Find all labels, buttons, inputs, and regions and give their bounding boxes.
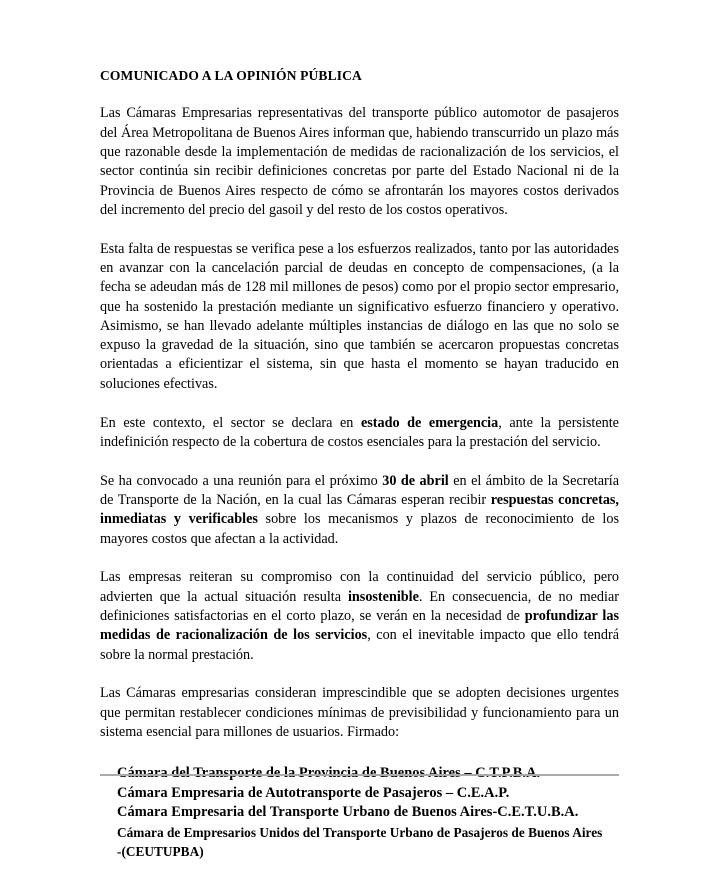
paragraph-5	[100, 568, 619, 664]
signatory-line: Cámara Empresaria de Autotransporte de Pasajeros – C.E.A.P.	[117, 784, 510, 801]
paragraph-5-text-c: , con el inevitable impacto que ello tendrá sobre la normal prestación.	[100, 627, 619, 663]
paragraph-2: Esta falta de respuestas se verifica pese a los esfuerzos realizados, tanto por las autoridades en avanzar con la cancelación parcial de deudas en concepto de compensaciones, (a la fecha se adeudan más de 128 mil millones de pesos) como por el propio sector empresario, que ha sostenido la prestación mediante un significativo esfuerzo financiero y operativo. Asimismo, se han llevado adelante múltiples instancias de diálogo en las que no solo se expuso la gravedad de la situación, sino que también se acercaron propuestas concretas orientadas a eficientizar el sistema, sin que hasta el momento se hayan traducido en soluciones efectivas.	[100, 240, 619, 392]
paragraph-4-text-c: sobre los mecanismos y plazos de reconocimiento de los mayores costos que afectan a la actividad.	[100, 511, 619, 547]
paragraph-4-emphasis-demands: respuestas concretas, inmediatas y verificables	[100, 491, 619, 528]
signatory-line: -(CEUTUPBA)	[117, 843, 204, 859]
signatory-line: Cámara Empresaria del Transporte Urbano de Buenos Aires-C.E.T.U.B.A.	[117, 804, 579, 821]
signatory-block	[100, 764, 619, 861]
page-title: COMUNICADO A LA OPINIÓN PÚBLICA	[100, 68, 362, 83]
paragraph-4-text-b: en el ámbito de la Secretaría de Transporte de la Nación, en la cual las Cámaras esperan recibir	[100, 472, 619, 508]
paragraph-4-emphasis-date: 30 de abril	[382, 472, 449, 489]
paragraph-3-emphasis: estado de emergencia	[360, 414, 499, 431]
paragraph-5-text-b: . En consecuencia, de no mediar definiciones satisfactorias en el corto plazo, se verán en la necesidad de	[100, 588, 619, 624]
signatory-line: Cámara de Empresarios Unidos del Transporte Urbano de Pasajeros de Buenos Aires	[117, 824, 603, 840]
paragraph-4-text-a: Se ha convocado a una reunión para el próximo	[100, 472, 383, 489]
paragraph-3-text-a: En este contexto, el sector se declara en	[100, 414, 361, 431]
paragraph-5-text-a: Las empresas reiteran su compromiso con la continuidad del servicio público, pero advierten que la actual situación resulta	[100, 569, 619, 605]
paragraph-4	[100, 472, 619, 549]
document-body	[100, 68, 619, 861]
paragraph-5-emphasis-unsustainable: insostenible	[347, 588, 419, 605]
paragraph-1: Las Cámaras Empresarias representativas del transporte público automotor de pasajeros del Área Metropolitana de Buenos Aires informan que, habiendo transcurrido un plazo más que razonable desde la implementación de medidas de racionalización de los servicios, el sector continúa sin recibir definiciones concretas por parte del Estado Nacional ni de la Provincia de Buenos Aires respecto de cómo se afrontarán los mayores costos derivados del incremento del precio del gasoil y del resto de los costos operativos.	[100, 105, 619, 218]
paragraph-3	[100, 414, 619, 453]
paragraph-3-text-b: , ante la persistente indefinición respecto de la cobertura de costos esenciales para la prestación del servicio.	[100, 414, 619, 450]
paragraph-5-emphasis-measures: profundizar las medidas de racionalización de los servicios	[100, 607, 619, 644]
footer-divider	[100, 774, 619, 776]
paragraph-6: Las Cámaras empresarias consideran imprescindible que se adopten decisiones urgentes que permitan restablecer condiciones mínimas de previsibilidad y funcionamiento para un sistema esencial para millones de usuarios. Firmado:	[100, 685, 619, 740]
